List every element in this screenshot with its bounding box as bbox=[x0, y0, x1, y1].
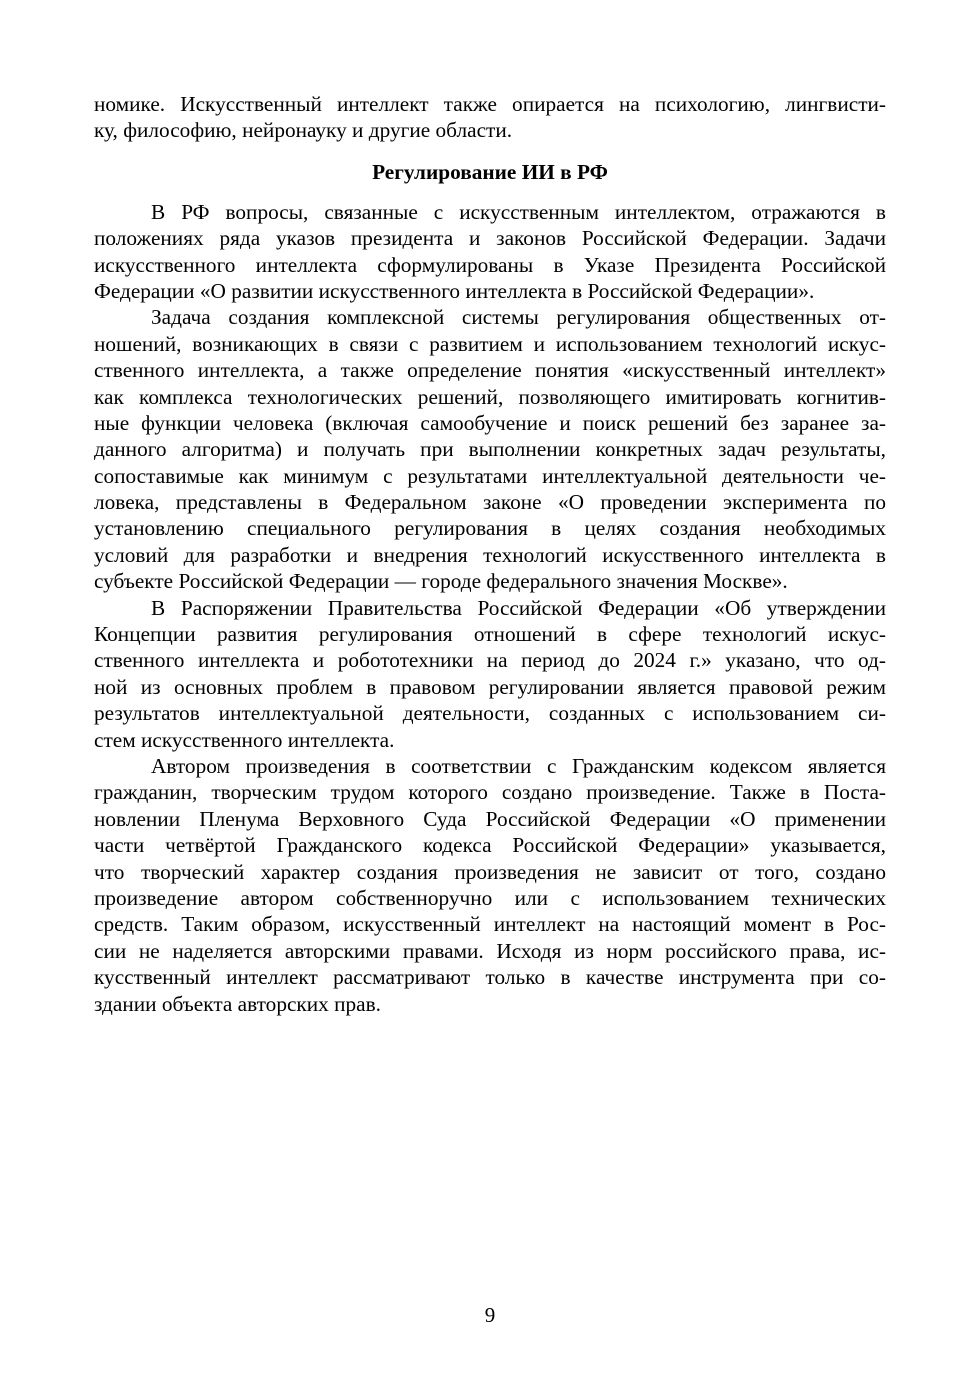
text-line: кусственный интеллект рассматривают только в качестве инструмента при со- bbox=[94, 965, 886, 990]
page-body bbox=[94, 91, 886, 1017]
text-line: что творческий характер создания произведения не зависит от того, создано bbox=[94, 859, 886, 884]
intro-paragraph bbox=[94, 91, 886, 144]
text-line: условий для разработки и внедрения технологий искусственного интеллекта в bbox=[94, 542, 886, 567]
text-line: номике. Искусственный интеллект также опирается на психологию, лингвисти- bbox=[94, 92, 886, 116]
paragraph-3 bbox=[94, 595, 886, 753]
text-line: сопоставимые как минимум с результатами интеллектуальной деятельности че- bbox=[94, 463, 886, 488]
text-line: Задача создания комплексной системы регулирования общественных от- bbox=[151, 305, 886, 330]
text-line: В Распоряжении Правительства Российской Федерации «Об утверждении bbox=[151, 595, 886, 620]
text-line: субъекте Российской Федерации — городе федерального значения Москве». bbox=[94, 569, 788, 594]
paragraph-4 bbox=[94, 753, 886, 1017]
text-line: ношений, возникающих в связи с развитием и использованием технологий искус- bbox=[94, 331, 886, 356]
text-line: установлению специального регулирования в целях создания необходимых bbox=[94, 516, 886, 541]
text-line: ку, философию, нейронауку и другие области. bbox=[94, 118, 513, 143]
text-line: части четвёртой Гражданского кодекса Российской Федерации» указывается, bbox=[94, 833, 886, 858]
text-line: стем искусственного интеллекта. bbox=[94, 727, 395, 752]
text-line: результатов интеллектуальной деятельности, созданных с использованием си- bbox=[94, 701, 886, 726]
text-line: ные функции человека (включая самообучение и поиск решений без заранее за- bbox=[94, 410, 886, 435]
text-line: ловека, представлены в Федеральном законе «О проведении эксперимента по bbox=[94, 490, 886, 515]
text-line: как комплекса технологических решений, позволяющего имитировать когнитив- bbox=[94, 384, 886, 409]
text-line: гражданин, творческим трудом которого создано произведение. Также в Поста- bbox=[94, 780, 886, 805]
paragraph-1 bbox=[94, 199, 886, 305]
text-line: В РФ вопросы, связанные с искусственным интеллектом, отражаются в bbox=[151, 199, 886, 224]
text-line: Концепции развития регулирования отношений в сфере технологий искус- bbox=[94, 622, 886, 647]
section-title: Регулирование ИИ в РФ bbox=[372, 159, 608, 184]
text-line: новлении Пленума Верховного Суда Российской Федерации «О применении bbox=[94, 806, 886, 831]
text-line: здании объекта авторских прав. bbox=[94, 991, 382, 1016]
text-line: ственного интеллекта и робототехники на период до 2024 г.» указано, что од- bbox=[94, 648, 886, 673]
page-number: 9 bbox=[484, 1303, 496, 1327]
text-line: положениях ряда указов президента и законов Российской Федерации. Задачи bbox=[94, 226, 886, 251]
text-line: искусственного интеллекта сформулированы в Указе Президента Российской bbox=[94, 252, 886, 277]
text-line: Автором произведения в соответствии с Гражданским кодексом является bbox=[151, 753, 886, 778]
text-line: сии не наделяется авторскими правами. Исходя из норм российского права, ис- bbox=[94, 938, 886, 963]
text-line: данного алгоритма) и получать при выполнении конкретных задач результаты, bbox=[94, 437, 886, 462]
text-line: ственного интеллекта, а также определение понятия «искусственный интеллект» bbox=[94, 358, 886, 383]
text-line: произведение автором собственноручно или с использованием технических bbox=[94, 885, 886, 910]
text-line: средств. Таким образом, искусственный интеллект на настоящий момент в Рос- bbox=[94, 912, 886, 937]
paragraph-2 bbox=[94, 304, 886, 594]
text-line: ной из основных проблем в правовом регулировании является правовой режим bbox=[94, 674, 886, 699]
text-line: Федерации «О развитии искусственного интеллекта в Российской Федерации». bbox=[94, 278, 815, 303]
